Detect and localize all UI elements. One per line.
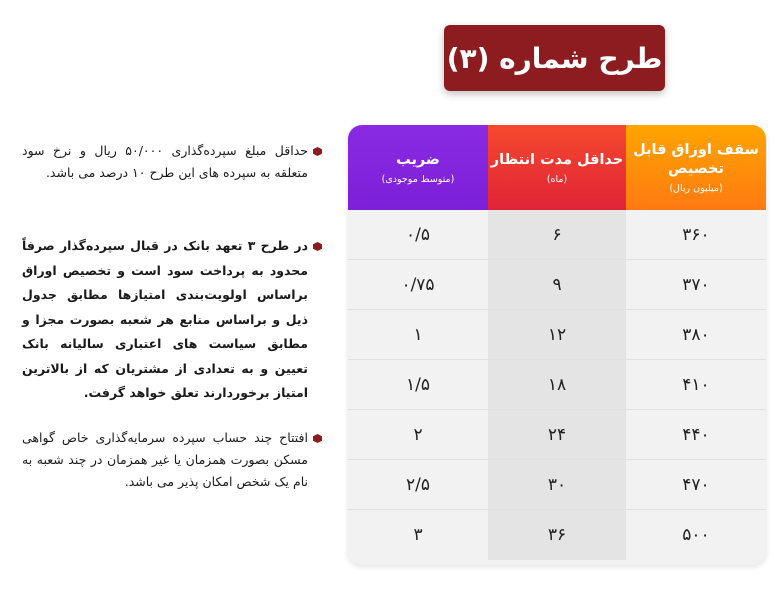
note-text: افتتاح چند حساب سپرده سرمایه‌گذاری خاص گواهی مسکن بصورت همزمان یا غیر همزمان در چند شعبه به نام یک شخص امکان پذیر می باشد. [22,430,308,489]
cell-wait: ۳۶ [488,510,626,560]
note-item [22,140,322,184]
cell-cap: ۳۸۰ [626,310,766,359]
header-coefficient-title: ضریب [396,151,440,168]
cell-wait: ۶ [488,210,626,259]
bullet-hexagon-icon [313,434,322,443]
cell-coefficient: ۰/۷۵ [348,260,488,309]
plan-title-badge [444,25,665,91]
header-wait-subtitle: (ماه) [546,173,568,185]
cell-cap: ۴۴۰ [626,410,766,459]
cell-cap: ۴۱۰ [626,360,766,409]
cell-coefficient: ۲ [348,410,488,459]
cell-wait: ۱۸ [488,360,626,409]
cell-wait: ۹ [488,260,626,309]
cell-cap: ۳۶۰ [626,210,766,259]
cell-cap: ۴۷۰ [626,460,766,509]
cell-coefficient: ۲/۵ [348,460,488,509]
table-row [348,360,766,410]
note-item [22,427,322,493]
allocation-table [348,125,766,565]
note-text: حداقل مبلغ سپرده‌گذاری ۵۰/۰۰۰ ریال و نرخ سود متعلقه به سپرده های این طرح ۱۰ درصد می باشد. [22,143,309,180]
header-wait-period [488,125,626,210]
bullet-hexagon-icon [313,242,322,251]
table-body [348,210,766,560]
header-cap-title: سقف اوراق قابل تخصیص [633,142,759,177]
table-row [348,410,766,460]
cell-cap: ۳۷۰ [626,260,766,309]
cell-coefficient: ۱ [348,310,488,359]
table-row [348,310,766,360]
cell-coefficient: ۳ [348,510,488,560]
cell-wait: ۲۴ [488,410,626,459]
header-allocation-cap [626,125,766,210]
bullet-hexagon-icon [313,147,322,156]
table-header [348,125,766,210]
cell-wait: ۱۲ [488,310,626,359]
table-row [348,260,766,310]
plan-title: طرح شماره (۳) [446,41,663,75]
table-row [348,510,766,560]
note-item [22,234,322,406]
cell-coefficient: ۱/۵ [348,360,488,409]
header-coefficient [348,125,488,210]
cell-wait: ۳۰ [488,460,626,509]
cell-coefficient: ۰/۵ [348,210,488,259]
table-row [348,210,766,260]
table-row [348,460,766,510]
header-coefficient-subtitle: (متوسط موجودی) [381,173,455,185]
cell-cap: ۵۰۰ [626,510,766,560]
note-text: در طرح ۳ تعهد بانک در قبال سپرده‌گذار صرفاً محدود به پرداخت سود است و تخصیص اوراق براساس اولویت‌بندی امتیازها مطابق جدول ذیل و براساس منابع هر شعبه بصورت مجزا و مطابق سیاست های اعتباری سالیانه بانک تعیین و به تعدادی از مشتریان که از بالاترین امتیاز برخوردارند تعلق خواهد گرفت. [22,238,308,400]
header-cap-subtitle: (میلیون ریال) [669,183,723,194]
header-wait-title: حداقل مدت انتظار [490,151,624,168]
